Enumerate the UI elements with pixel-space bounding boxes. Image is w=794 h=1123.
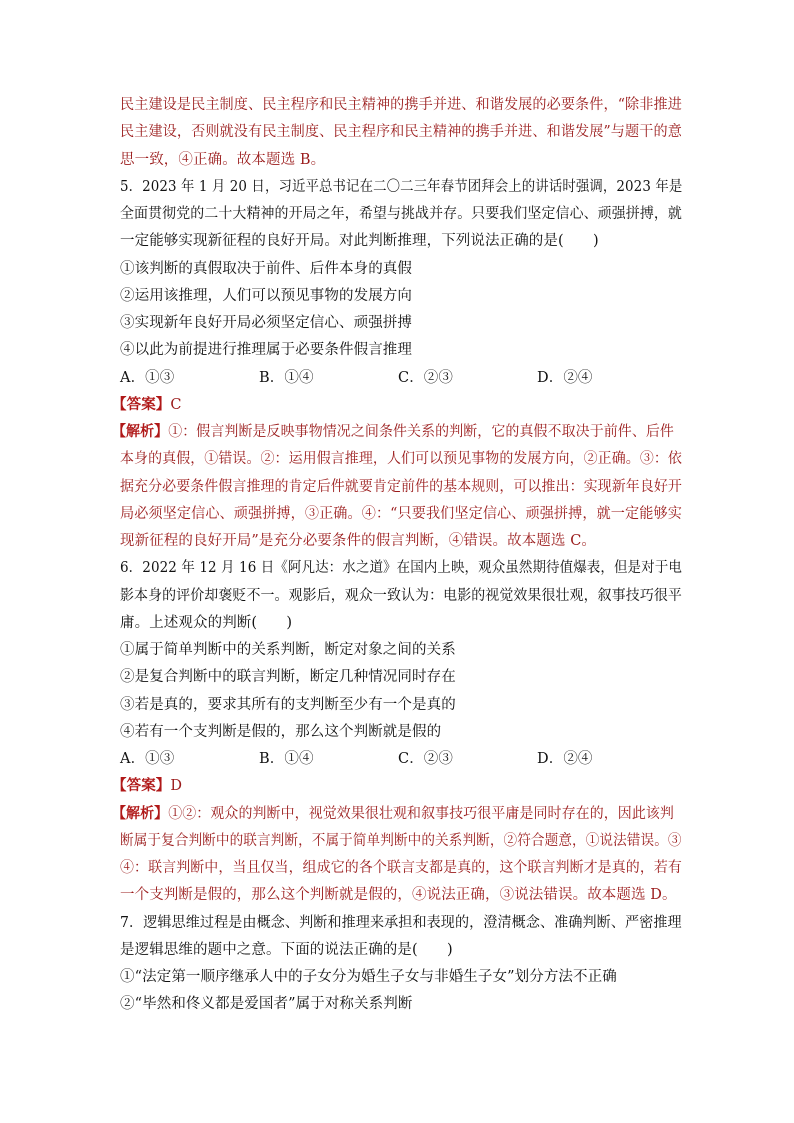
q5-analysis-first-line — [112, 422, 674, 442]
q6-answer-tag: 【答案】 — [112, 777, 171, 794]
q6-analysis-tag: 【解析】 — [112, 805, 169, 822]
q5-analysis-line: ①：假言判断是反映事物情况之间条件关系的判断，它的真假不取决于前件、后件 — [168, 424, 674, 440]
q6-analysis-line: ④：联言判断中，当且仅当，组成它的各个联言支都是真的，这个联言判断才是真的，若有 — [120, 860, 682, 876]
q5-statement: ①该判断的真假取决于前件、后件本身的真假 — [120, 261, 412, 277]
q5-answer-tag: 【答案】 — [112, 396, 171, 413]
q6-analysis-line: 一个支判断是假的，那么这个判断就是假的，④说法正确，③说法错误。故本题选 D。 — [120, 887, 677, 903]
q5-statement: ④以此为前提进行推理属于必要条件假言推理 — [120, 342, 412, 358]
q5-analysis-line: 局必须坚定信心、顽强拼搏，③正确。④：“只要我们坚定信心、顽强拼搏，就一定能够实 — [120, 506, 682, 522]
q6-statement: ③若是真的，要求其所有的支判断至少有一个是真的 — [120, 697, 456, 713]
q7-statement: ②“毕然和佟义都是爱国者”属于对称关系判断 — [120, 996, 413, 1012]
q5-option-c: C．②③ — [398, 370, 453, 386]
q7-stem-line: 是逻辑思维的题中之意。下面的说法正确的是( ) — [120, 942, 453, 958]
q5-answer — [112, 395, 672, 415]
q7-stem-line: 7．逻辑思维过程是由概念、判断和推理来承担和表现的，澄清概念、准确判断、严密推理 — [120, 915, 682, 931]
q6-answer — [112, 776, 672, 796]
q5-statement: ③实现新年良好开局必须坚定信心、顽强拼搏 — [120, 315, 412, 331]
q6-stem-line: 6．2022 年 12 月 16 日《阿凡达：水之道》在国内上映，观众虽然期待值爆表，但是对于电 — [120, 560, 682, 576]
q6-statement: ②是复合判断中的联言判断，断定几种情况同时存在 — [120, 669, 456, 685]
q6-analysis-first-line — [112, 804, 674, 824]
q6-option-a: A．①③ — [120, 751, 175, 767]
q6-stem-line: 庸。上述观众的判断( ) — [120, 615, 293, 631]
intro-line: 民主建设，否则就没有民主制度、民主程序和民主精神的携手并进、和谐发展”与题干的意 — [120, 124, 682, 140]
q5-option-d: D．②④ — [537, 370, 593, 386]
q7-statement: ①“法定第一顺序继承人中的子女分为婚生子女与非婚生子女”划分方法不正确 — [120, 969, 617, 985]
q6-answer-value: D — [170, 778, 183, 794]
q5-options — [120, 368, 680, 388]
q6-statement: ④若有一个支判断是假的，那么这个判断就是假的 — [120, 724, 442, 740]
q6-option-c: C．②③ — [398, 751, 453, 767]
q5-analysis-tag: 【解析】 — [112, 423, 169, 440]
q5-stem-line: 一定能够实现新征程的良好开局。对此判断推理，下列说法正确的是( ) — [120, 233, 599, 249]
q5-statement: ②运用该推理，人们可以预见事物的发展方向 — [120, 288, 412, 304]
q6-analysis-line: 断属于复合判断中的联言判断，不属于简单判断中的关系判断，②符合题意，①说法错误。③ — [120, 833, 682, 849]
q5-stem-line: 5．2023 年 1 月 20 日，习近平总书记在二〇二三年春节团拜会上的讲话时强调，2023 年是 — [120, 179, 683, 195]
q5-analysis-line: 据充分必要条件假言推理的肯定后件就要肯定前件的基本规则，可以推出：实现新年良好开 — [120, 479, 682, 495]
q5-option-b: B．①④ — [259, 370, 314, 386]
q6-options — [120, 749, 680, 769]
intro-line: 思一致，④正确。故本题选 B。 — [120, 152, 326, 168]
q5-analysis-line: 现新征程的良好开局”是充分必要条件的假言判断，④错误。故本题选 C。 — [120, 533, 597, 549]
q6-option-b: B．①④ — [259, 751, 314, 767]
q6-stem-line: 影本身的评价却褒贬不一。观影后，观众一致认为：电影的视觉效果很壮观，叙事技巧很平 — [120, 588, 682, 604]
q6-analysis-line: ①②：观众的判断中，视觉效果很壮观和叙事技巧很平庸是同时存在的，因此该判 — [168, 806, 674, 822]
q5-option-a: A．①③ — [120, 370, 175, 386]
q6-option-d: D．②④ — [537, 751, 593, 767]
q5-analysis-line: 本身的真假，①错误。②：运用假言推理，人们可以预见事物的发展方向，②正确。③：依 — [120, 451, 682, 467]
intro-line: 民主建设是民主制度、民主程序和民主精神的携手并进、和谐发展的必要条件，“除非推进 — [120, 97, 682, 113]
q5-stem-line: 全面贯彻党的二十大精神的开局之年，希望与挑战并存。只要我们坚定信心、顽强拼搏，就 — [120, 206, 682, 222]
q5-answer-value: C — [170, 397, 182, 413]
q6-statement: ①属于简单判断中的关系判断，断定对象之间的关系 — [120, 642, 456, 658]
